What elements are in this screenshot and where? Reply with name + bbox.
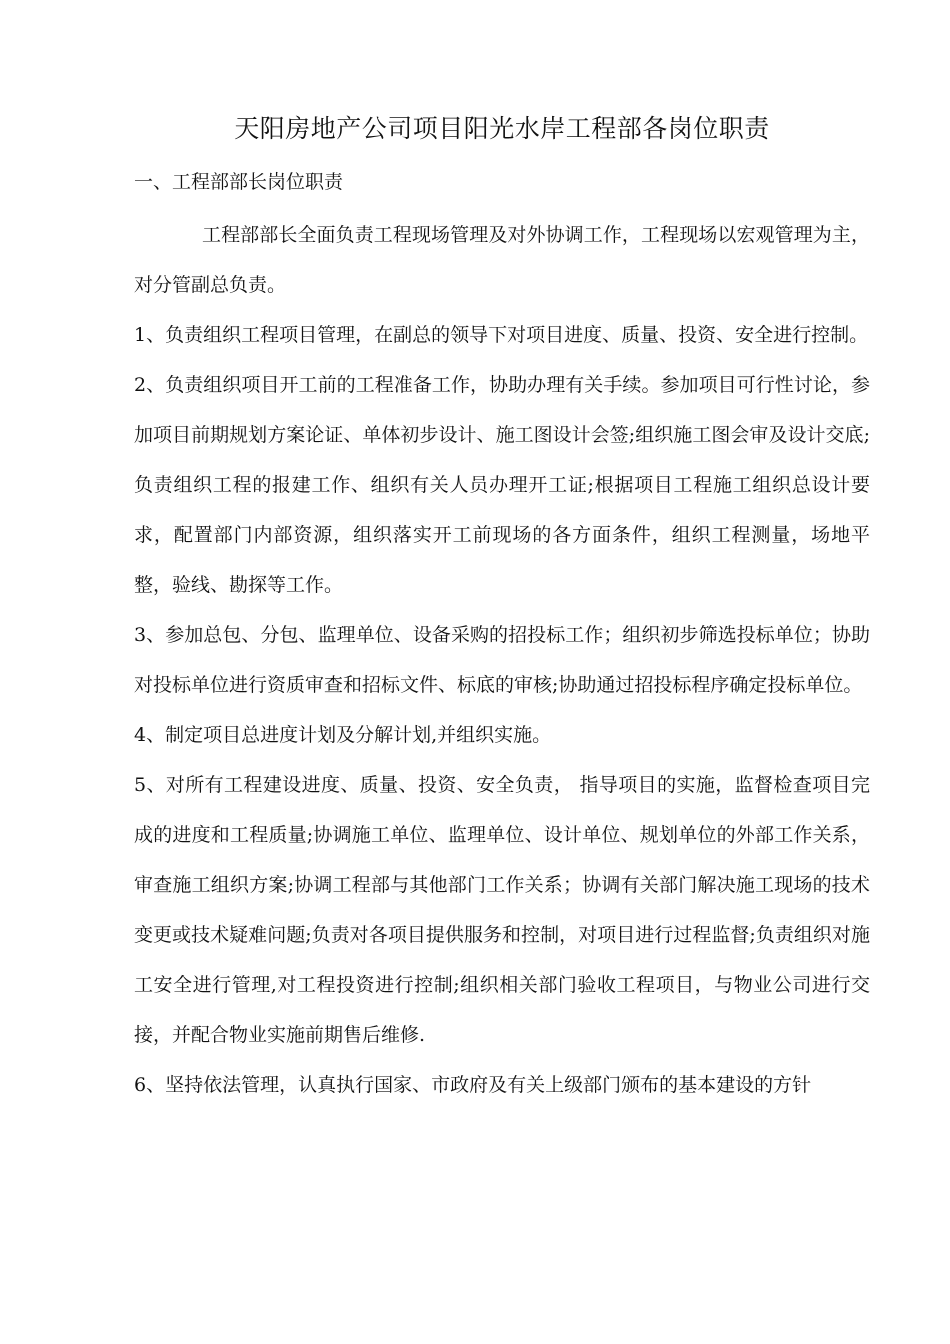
document-title: 天阳房地产公司项目阳光水岸工程部各岗位职责 — [234, 114, 770, 143]
duty-item-6: 6、坚持依法管理，认真执行国家、市政府及有关上级部门颁布的基本建设的方针 — [134, 1074, 812, 1096]
duty-item-1: 1、负责组织工程项目管理，在副总的领导下对项目进度、质量、投资、安全进行控制。 — [134, 324, 869, 346]
intro-paragraph: 工程部部长全面负责工程现场管理及对外协调工作，工程现场以宏观管理为主，对分管副总负责。 — [134, 224, 870, 296]
duty-item-5: 5、对所有工程建设进度、质量、投资、安全负责， 指导项目的实施，监督检查项目完成的进度和工程质量;协调施工单位、监理单位、设计单位、规划单位的外部工作关系，审查施工组织方案;协调工程部与其他部门工作关系；协调有关部门解决施工现场的技术变更或技术疑难问题;负责对各项目提供服务和控制，对项目进行过程监督;负责组织对施工安全进行管理,对工程投资进行控制;组织相关部门验收工程项目，与物业公司进行交接，并配合物业实施前期售后维修. — [134, 774, 870, 1046]
duty-item-4: 4、制定项目总进度计划及分解计划,并组织实施。 — [134, 724, 552, 746]
duty-item-3: 3、参加总包、分包、监理单位、设备采购的招投标工作；组织初步筛选投标单位；协助对投标单位进行资质审查和招标文件、标底的审核;协助通过招投标程序确定投标单位。 — [134, 624, 870, 696]
section-heading: 一、工程部部长岗位职责 — [134, 171, 344, 193]
duty-item-2: 2、负责组织项目开工前的工程准备工作，协助办理有关手续。参加项目可行性讨论，参加项目前期规划方案论证、单体初步设计、施工图设计会签;组织施工图会审及设计交底;负责组织工程的报建工作、组织有关人员办理开工证;根据项目工程施工组织总设计要求，配置部门内部资源，组织落实开工前现场的各方面条件，组织工程测量，场地平整，验线、勘探等工作。 — [134, 374, 870, 596]
